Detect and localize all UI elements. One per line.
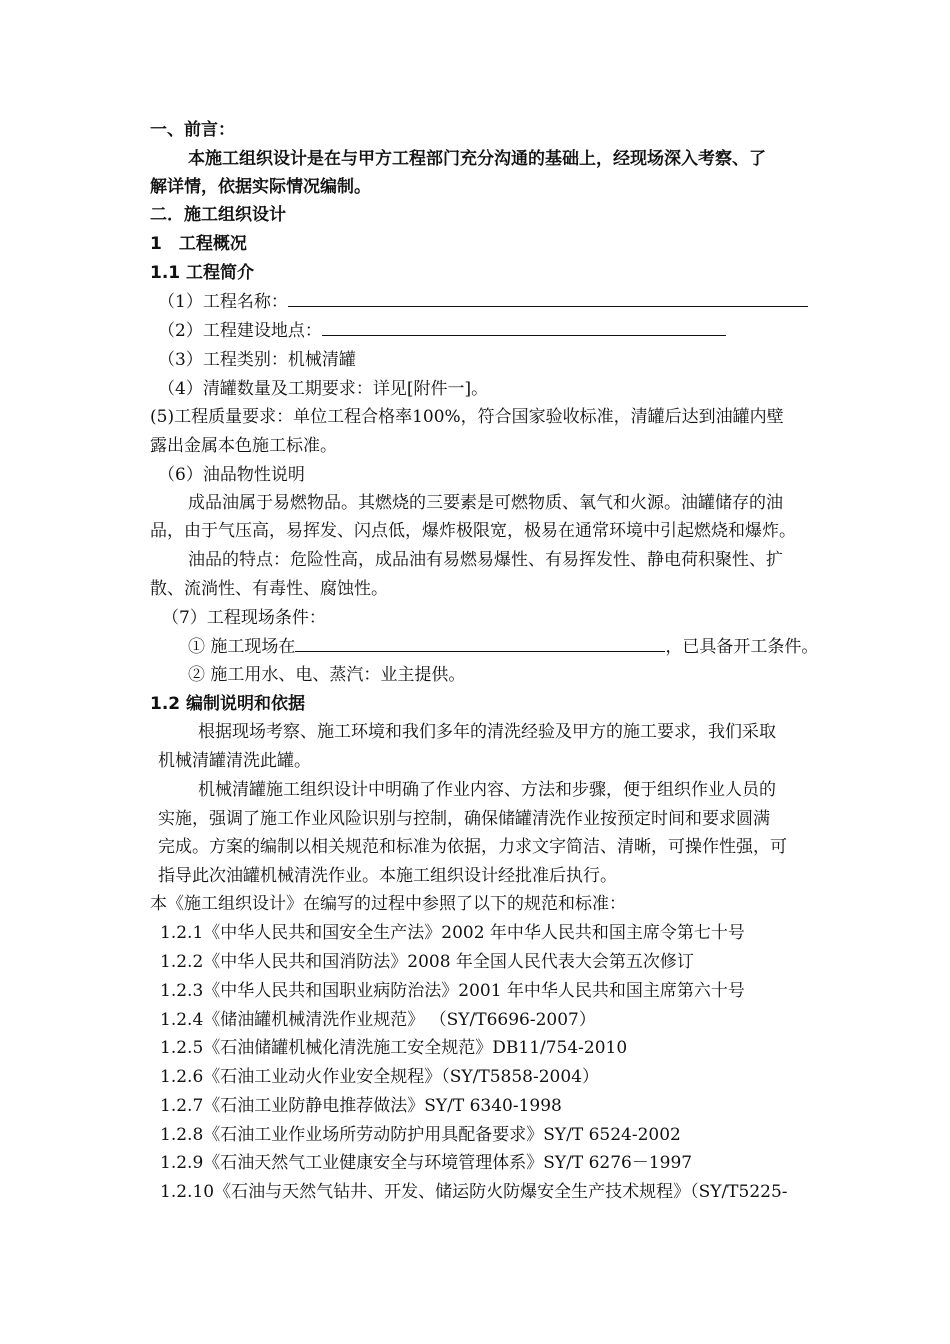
basis-para-2-line-1: 机械清罐施工组织设计中明确了作业内容、方法和步骤，便于组织作业人员的 xyxy=(198,780,776,800)
references-intro: 本《施工组织设计》在编写的过程中参照了以下的规范和标准： xyxy=(150,894,626,914)
item-project-name-label: （1）工程名称： xyxy=(158,292,288,312)
reference-item: 1.2.10《石油与天然气钻井、开发、储运防火防爆安全生产技术规程》（SY/T5225- xyxy=(160,1182,788,1202)
item-project-site-label: （2）工程建设地点： xyxy=(158,321,322,341)
basis-para-2-line-3: 完成。方案的编制以相关规范和标准为依据，力求文字简洁、清晰，可操作性强，可 xyxy=(158,837,787,857)
reference-item: 1.2.9《石油天然气工业健康安全与环境管理体系》SY/T 6276－1997 xyxy=(160,1153,693,1173)
section-1-heading: 一、前言： xyxy=(150,120,235,140)
project-name-blank xyxy=(288,292,808,307)
condition-site-suffix: ，已具备开工条件。 xyxy=(665,637,819,657)
item-site-conditions: （7）工程现场条件： xyxy=(162,608,326,628)
item-project-name xyxy=(158,291,808,313)
reference-item: 1.2.4《储油罐机械清洗作业规范》 （SY/T6696-2007） xyxy=(160,1010,596,1030)
item-quality-line-1: (5)工程质量要求：单位工程合格率100%，符合国家验收标准，清罐后达到油罐内壁 xyxy=(150,407,784,427)
item-quality-line-2: 露出金属本色施工标准。 xyxy=(150,436,337,456)
reference-item: 1.2.6《石油工业动火作业安全规程》（SY/T5858-2004） xyxy=(160,1067,599,1087)
reference-item: 1.2.5《石油储罐机械化清洗施工安全规范》DB11/754-2010 xyxy=(160,1038,628,1058)
section-2-heading: 二．施工组织设计 xyxy=(150,205,286,225)
heading-1-1-intro: 1.1 工程简介 xyxy=(150,263,255,283)
intro-line-1: 本施工组织设计是在与甲方工程部门充分沟通的基础上，经现场深入考察、了 xyxy=(188,149,766,169)
reference-item: 1.2.1《中华人民共和国安全生产法》2002 年中华人民共和国主席令第七十号 xyxy=(160,923,745,943)
item-project-category: （3）工程类别：机械清罐 xyxy=(158,350,356,370)
item-project-site xyxy=(158,320,726,342)
reference-item: 1.2.7《石油工业防静电推荐做法》SY/T 6340-1998 xyxy=(160,1096,562,1116)
heading-1-overview: 1 工程概况 xyxy=(150,234,247,254)
oil-para-1-line-1: 成品油属于易燃物品。其燃烧的三要素是可燃物质、氧气和火源。油罐储存的油 xyxy=(188,493,783,513)
basis-para-2-line-4: 指导此次油罐机械清洗作业。本施工组织设计经批准后执行。 xyxy=(158,866,617,886)
oil-para-2-line-2: 散、流淌性、有毒性、腐蚀性。 xyxy=(150,579,388,599)
project-site-blank xyxy=(322,321,726,336)
condition-utilities: ② 施工用水、电、蒸汽：业主提供。 xyxy=(188,665,466,685)
condition-site-prefix: ① 施工现场在 xyxy=(188,637,296,657)
oil-para-1-line-2: 品，由于气压高，易挥发、闪点低，爆炸极限宽，极易在通常环境中引起燃烧和爆炸。 xyxy=(150,521,796,541)
basis-para-1-line-1: 根据现场考察、施工环境和我们多年的清洗经验及甲方的施工要求，我们采取 xyxy=(198,722,776,742)
heading-1-2-basis: 1.2 编制说明和依据 xyxy=(150,694,306,714)
reference-item: 1.2.2《中华人民共和国消防法》2008 年全国人民代表大会第五次修订 xyxy=(160,952,694,972)
basis-para-1-line-2: 机械清罐清洗此罐。 xyxy=(158,751,311,771)
reference-item: 1.2.3《中华人民共和国职业病防治法》2001 年中华人民共和国主席第六十号 xyxy=(160,981,745,1001)
item-oil-properties: （6）油品物性说明 xyxy=(158,465,305,485)
basis-para-2-line-2: 实施，强调了施工作业风险识别与控制，确保储罐清洗作业按预定时间和要求圆满 xyxy=(158,809,770,829)
item-tank-quantity: （4）清罐数量及工期要求：详见[附件一]。 xyxy=(158,379,489,399)
reference-item: 1.2.8《石油工业作业场所劳动防护用具配备要求》SY/T 6524-2002 xyxy=(160,1125,681,1145)
oil-para-2-line-1: 油品的特点：危险性高，成品油有易燃易爆性、有易挥发性、静电荷积聚性、扩 xyxy=(188,550,783,570)
site-location-blank xyxy=(295,637,665,652)
condition-site xyxy=(188,636,818,658)
intro-line-2: 解详情，依据实际情况编制。 xyxy=(150,177,371,197)
